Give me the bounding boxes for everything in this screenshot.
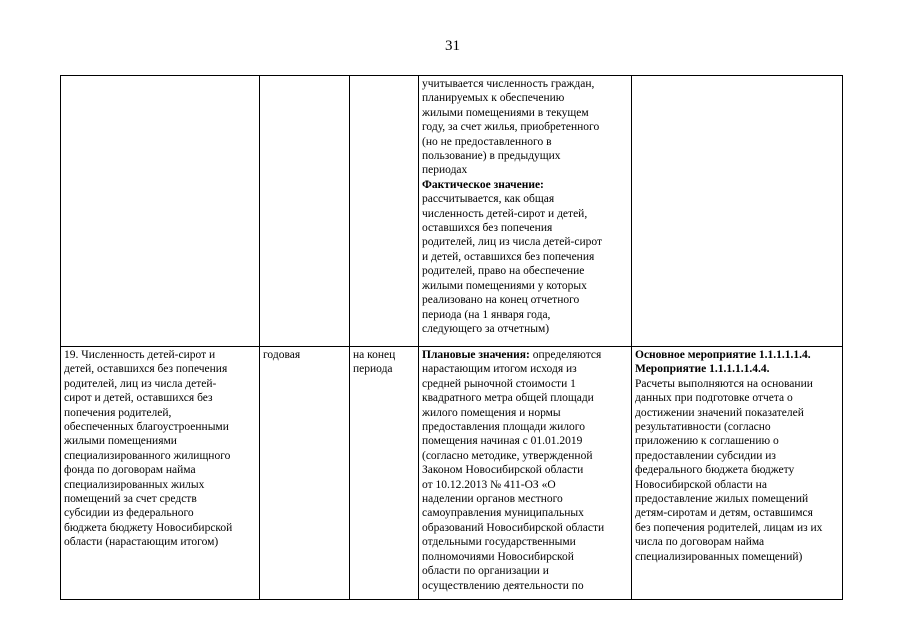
text-line: отдельными государственными: [422, 536, 576, 549]
text-line: помещений за счет средств: [64, 493, 197, 506]
actual-value-text: [422, 192, 628, 336]
text-line: году, за счет жилья, приобретенного: [422, 121, 600, 134]
cell-note: [632, 76, 843, 347]
method-text-continued: [422, 77, 628, 178]
text-line: специализированных жилых: [64, 478, 205, 491]
text-line: приложению к соглашению о: [635, 435, 779, 448]
text-line: следующего за отчетным): [422, 322, 550, 335]
text-line: результативности (согласно: [635, 421, 771, 434]
main-activity-heading: Основное мероприятие 1.1.1.1.1.4.: [635, 349, 811, 361]
text-line: полномочиями Новосибирской: [422, 550, 574, 563]
text-line: родителей, право на обеспечение: [422, 265, 585, 278]
text-line: квадратного метра общей площади: [422, 392, 594, 405]
text-line: (согласно методике, утвержденной: [422, 449, 593, 462]
text-line: периода: [353, 363, 393, 376]
text-line: без попечения родителей, лицам из их: [635, 521, 823, 534]
text-line: [422, 348, 628, 362]
text-line: образований Новосибирской области: [422, 521, 605, 534]
text-line: нарастающим итогом исходя из: [422, 363, 577, 376]
cell-date: [350, 76, 419, 347]
text-line: фонда по договорам найма: [64, 464, 196, 477]
text-line: периода (на 1 января года,: [422, 308, 551, 321]
text-line: числа по договорам найма: [635, 536, 765, 549]
text-line: жилыми помещениями в текущем: [422, 106, 589, 119]
text-line: наделении органов местного: [422, 493, 563, 506]
text-line: численность детей-сирот и детей,: [422, 207, 588, 220]
text-line: специализированных помещений): [635, 550, 803, 563]
text-line: детям-сиротам и детям, оставшимся: [635, 507, 813, 520]
text-line: оставшихся без попечения: [422, 222, 553, 235]
text-line: родителей, лиц из числа детей-: [64, 377, 217, 390]
table-row: [61, 76, 843, 347]
text-line: самоуправления муниципальных: [422, 507, 584, 520]
text-line: родителей, лиц из числа детей-сирот: [422, 236, 603, 249]
text-line: достижении значений показателей: [635, 406, 804, 419]
page-number: 31: [445, 38, 460, 54]
text-line: детей, оставшихся без попечения: [64, 363, 228, 376]
text-line: субсидии из федерального: [64, 507, 194, 520]
text-line: Законом Новосибирской области: [422, 464, 584, 477]
text-line: сирот и детей, оставшихся без: [64, 392, 213, 405]
cell-note: [632, 347, 843, 600]
text-line: осуществлению деятельности по: [422, 579, 584, 592]
text-line: помещения начиная с 01.01.2019: [422, 435, 583, 448]
planned-value-heading: Плановые значения:: [422, 349, 530, 361]
cell-method: [419, 347, 632, 600]
text-line: предоставлении субсидии из: [635, 449, 776, 462]
text-line: на конец: [353, 349, 396, 361]
text-line: данных при подготовке отчета о: [635, 392, 793, 405]
cell-indicator: [61, 76, 260, 347]
text-line: Расчеты выполняются на основании: [635, 377, 813, 390]
text-fragment: определяются: [529, 349, 602, 361]
text-line: обеспеченных благоустроенными: [64, 421, 229, 434]
text-line: периодах: [422, 164, 468, 177]
text-line: попечения родителей,: [64, 406, 172, 419]
text-line: предоставление жилых помещений: [635, 493, 809, 506]
table-row: [61, 347, 843, 600]
text-line: 19. Численность детей-сирот и: [64, 349, 216, 361]
text-line: федерального бюджета бюджету: [635, 464, 795, 477]
text-line: специализированного жилищного: [64, 449, 231, 462]
text-line: жилыми помещениями у которых: [422, 279, 587, 292]
text-line: и детей, оставшихся без попечения: [422, 250, 595, 263]
text-line: Новосибирской области на: [635, 478, 767, 491]
cell-periodicity: [260, 347, 350, 600]
cell-periodicity: [260, 76, 350, 347]
text-line: жилыми помещениями: [64, 435, 177, 448]
indicators-table: [60, 75, 843, 600]
text-line: бюджета бюджету Новосибирской: [64, 521, 233, 534]
text-line: жилого помещения и нормы: [422, 406, 561, 419]
text-line: (но не предоставленного в: [422, 135, 552, 148]
cell-method: [419, 76, 632, 347]
text-line: предоставления площади жилого: [422, 421, 585, 434]
activity-heading: Мероприятие 1.1.1.1.1.4.4.: [635, 363, 770, 376]
periodicity-value: годовая: [263, 349, 301, 361]
cell-indicator: [61, 347, 260, 600]
actual-value-heading: Фактическое значение:: [422, 178, 544, 191]
text-line: средней рыночной стоимости 1: [422, 377, 576, 390]
cell-date: [350, 347, 419, 600]
text-line: планируемых к обеспечению: [422, 92, 565, 105]
text-line: рассчитывается, как общая: [422, 193, 555, 206]
text-line: области (нарастающим итогом): [64, 536, 219, 549]
text-line: учитывается численность граждан,: [422, 78, 595, 90]
text-line: от 10.12.2013 № 411-ОЗ «О: [422, 478, 556, 491]
text-line: реализовано на конец отчетного: [422, 294, 580, 307]
text-line: пользование) в предыдущих: [422, 150, 561, 163]
text-line: области по организации и: [422, 565, 549, 578]
